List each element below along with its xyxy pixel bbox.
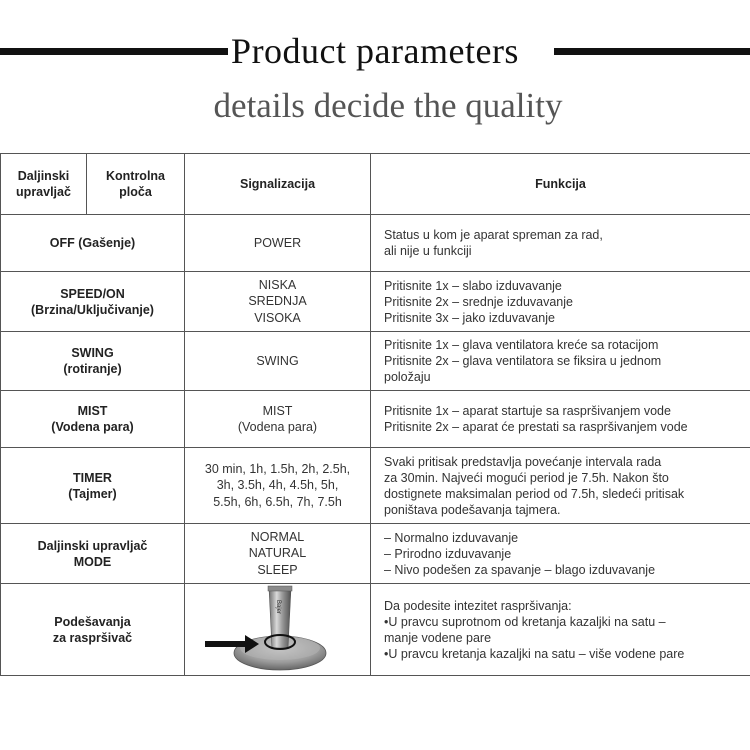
row-signal: NORMAL NATURAL SLEEP (185, 524, 371, 584)
row-signal: POWER (185, 215, 371, 272)
row-signal: NISKA SREDNJA VISOKA (185, 272, 371, 332)
row-key: SPEED/ON (Brzina/Uključivanje) (1, 272, 185, 332)
row-function: Status u kom je aparat spreman za rad, ali nije u funkciji (371, 215, 750, 272)
row-key: Podešavanja za raspršivač (1, 584, 185, 676)
row-function: Svaki pritisak predstavlja povećanje intervala rada za 30min. Najveći mogući period je 7.5h. Nakon što dostignete maksimalan period od 7.5h, sledeći pritisak poništava podešavanja tajmera. (371, 448, 750, 524)
table-row (1, 272, 750, 332)
parameters-table (0, 153, 750, 676)
page-subtitle: details decide the quality (213, 86, 563, 125)
table-row (1, 448, 750, 524)
fan-base-photo (185, 584, 371, 675)
table-row (1, 524, 750, 584)
table-row (1, 332, 750, 391)
row-function: Pritisnite 1x – glava ventilatora kreće sa rotacijom Pritisnite 2x – glava ventilatora se fiksira u jednom položaju (371, 332, 750, 391)
header-signal: Signalizacija (185, 154, 371, 215)
row-signal: MIST (Vodena para) (185, 391, 371, 448)
header-remote: Daljinski upravljač (1, 154, 87, 215)
row-function: Pritisnite 1x – aparat startuje sa raspršivanjem vode Pritisnite 2x – aparat će prestati sa raspršivanjem vode (371, 391, 750, 448)
table-header-row (1, 154, 750, 215)
row-function: Da podesite intezitet raspršivanja: •U pravcu suprotnom od kretanja kazaljki na satu – manje vodene pare •U pravcu kretanja kazaljki na satu – više vodene pare (371, 584, 750, 676)
row-signal: 30 min, 1h, 1.5h, 2h, 2.5h, 3h, 3.5h, 4h, 4.5h, 5h, 5.5h, 6h, 6.5h, 7h, 7.5h (185, 448, 371, 524)
row-key: OFF (Gašenje) (1, 215, 185, 272)
header-function: Funkcija (371, 154, 750, 215)
row-function: Pritisnite 1x – slabo izduvavanje Pritisnite 2x – srednje izduvavanje Pritisnite 3x – jako izduvavanje (371, 272, 750, 332)
row-signal (185, 584, 371, 676)
table-row (1, 391, 750, 448)
header-panel: Kontrolna ploča (87, 154, 185, 215)
page-title: Product parameters (231, 31, 519, 71)
row-key: MIST (Vodena para) (1, 391, 185, 448)
brand-badge: Bajer (275, 600, 281, 615)
table-row (1, 215, 750, 272)
row-signal: SWING (185, 332, 371, 391)
table-row (1, 584, 750, 676)
row-key: TIMER (Tajmer) (1, 448, 185, 524)
row-key: Daljinski upravljač MODE (1, 524, 185, 584)
row-key: SWING (rotiranje) (1, 332, 185, 391)
row-function: – Normalno izduvavanje – Prirodno izduvavanje – Nivo podešen za spavanje – blago izduvavanje (371, 524, 750, 584)
